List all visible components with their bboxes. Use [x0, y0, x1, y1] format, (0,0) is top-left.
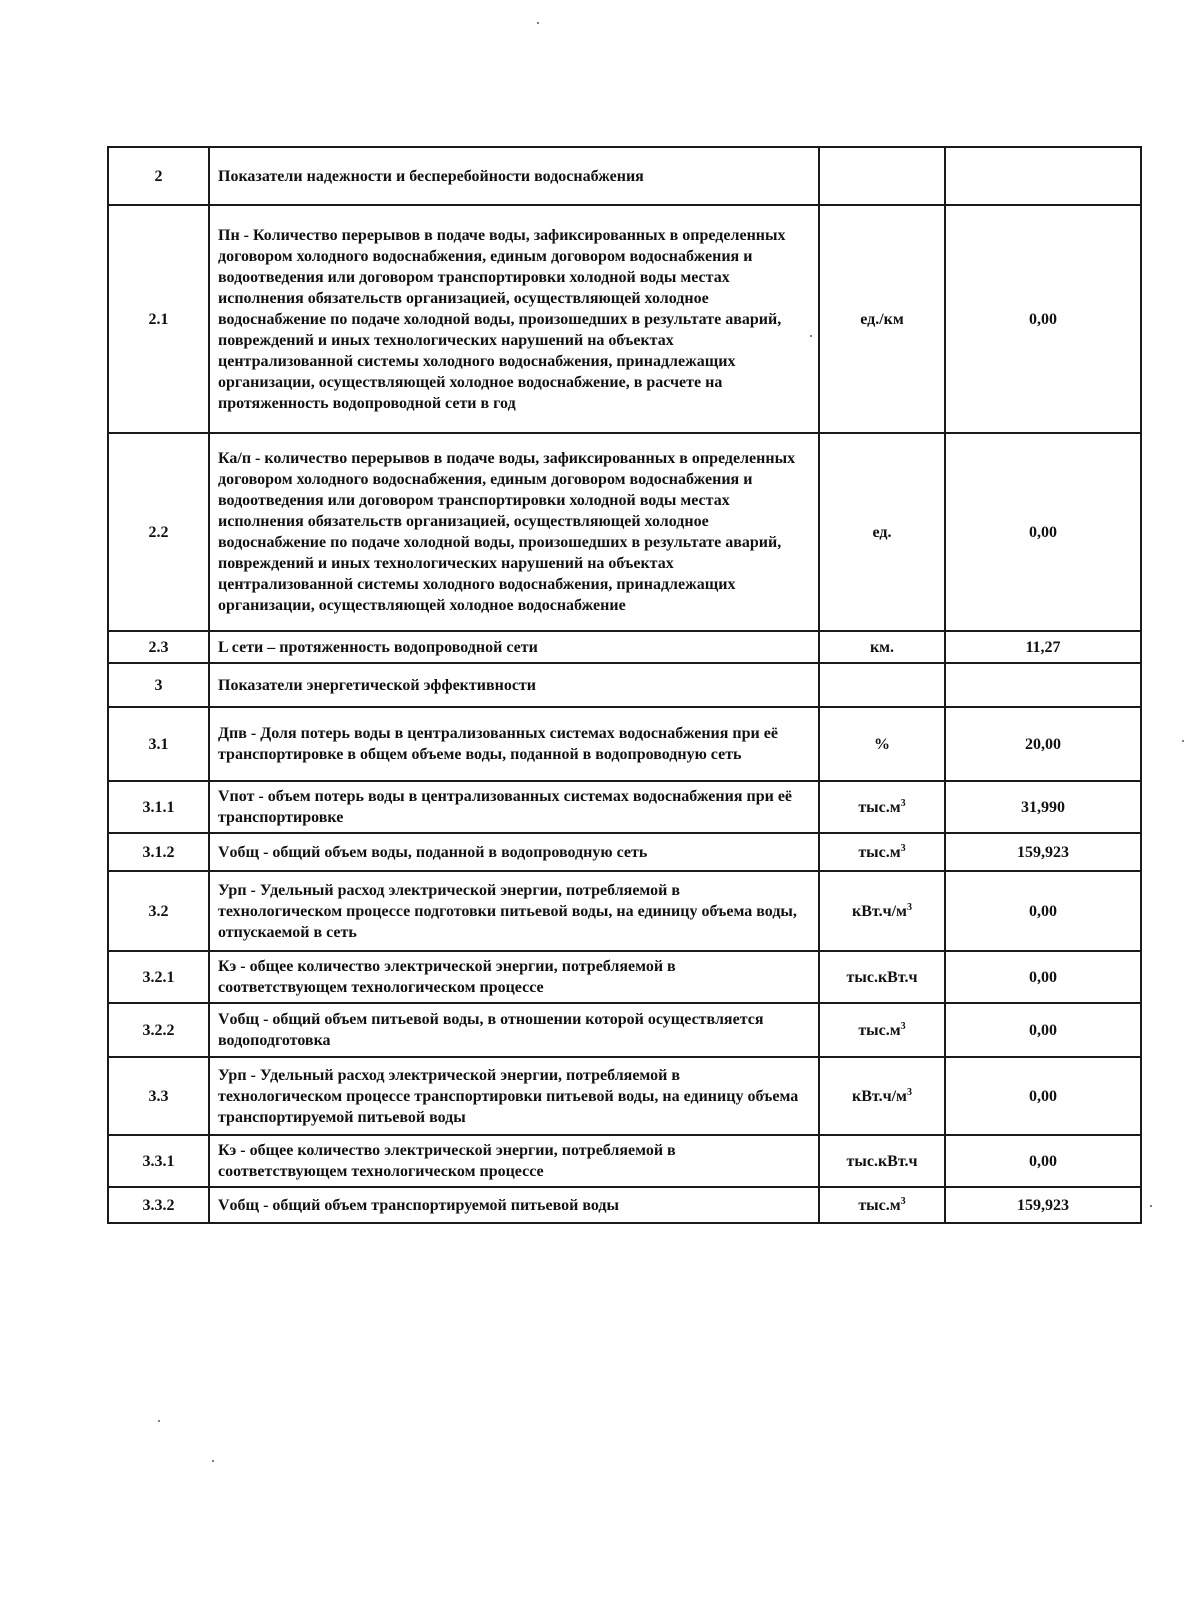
indicator-value: 0,00 — [945, 433, 1141, 631]
table-row — [108, 1003, 1141, 1057]
table-row — [108, 1057, 1141, 1135]
scan-speck — [1182, 740, 1184, 742]
unit-superscript: 3 — [900, 842, 906, 854]
unit-cell — [819, 833, 945, 871]
unit-text: кВт.ч/м — [852, 1087, 907, 1105]
row-number: 3.1 — [108, 707, 209, 781]
unit-cell — [819, 147, 945, 205]
indicator-description: L сети – протяженность водопроводной сети — [209, 631, 819, 663]
indicator-description: Vобщ - общий объем воды, поданной в водопроводную сеть — [209, 833, 819, 871]
unit-superscript: 3 — [900, 797, 906, 809]
indicator-description: Показатели энергетической эффективности — [209, 663, 819, 707]
scan-speck — [212, 1460, 214, 1462]
indicator-value: 20,00 — [945, 707, 1141, 781]
indicator-value: 0,00 — [945, 205, 1141, 433]
row-number: 3.3 — [108, 1057, 209, 1135]
table-row — [108, 833, 1141, 871]
unit-superscript: 3 — [900, 1195, 906, 1207]
scan-speck — [1150, 1205, 1152, 1207]
unit-cell — [819, 433, 945, 631]
row-number: 3.1.1 — [108, 781, 209, 833]
scan-speck — [158, 1420, 160, 1422]
indicator-description: Урп - Удельный расход электрической энергии, потребляемой в технологическом процессе транспортировки питьевой воды, на единицу объема транспортируемой питьевой воды — [209, 1057, 819, 1135]
indicator-value: 0,00 — [945, 871, 1141, 951]
row-number: 3.2.1 — [108, 951, 209, 1003]
indicators-table — [107, 146, 1142, 1224]
table-row — [108, 205, 1141, 433]
table-row — [108, 707, 1141, 781]
row-number: 3.1.2 — [108, 833, 209, 871]
unit-cell — [819, 1057, 945, 1135]
indicator-description: Vобщ - общий объем транспортируемой питьевой воды — [209, 1187, 819, 1223]
unit-cell — [819, 1003, 945, 1057]
row-number: 3.3.1 — [108, 1135, 209, 1187]
unit-cell — [819, 707, 945, 781]
indicator-value: 159,923 — [945, 1187, 1141, 1223]
indicator-value: 0,00 — [945, 1003, 1141, 1057]
row-number: 3.2 — [108, 871, 209, 951]
unit-text: км. — [869, 638, 895, 656]
unit-text: тыс.кВт.ч — [846, 968, 918, 986]
unit-cell — [819, 205, 945, 433]
scan-speck — [810, 335, 812, 337]
row-number: 2.1 — [108, 205, 209, 433]
unit-superscript: 3 — [900, 1020, 906, 1032]
unit-cell — [819, 1187, 945, 1223]
unit-text: ед./км — [860, 310, 904, 328]
unit-text: тыс.кВт.ч — [846, 1152, 918, 1170]
table-row — [108, 951, 1141, 1003]
scan-speck — [537, 22, 539, 24]
indicators-table-body — [108, 147, 1141, 1223]
indicator-description: Кэ - общее количество электрической энергии, потребляемой в соответствующем технологическом процессе — [209, 1135, 819, 1187]
indicator-value: 31,990 — [945, 781, 1141, 833]
table-row — [108, 433, 1141, 631]
table-row — [108, 663, 1141, 707]
indicator-value: 0,00 — [945, 1057, 1141, 1135]
row-number: 3 — [108, 663, 209, 707]
indicator-value: 0,00 — [945, 951, 1141, 1003]
indicator-description: Урп - Удельный расход электрической энергии, потребляемой в технологическом процессе подготовки питьевой воды, на единицу объема воды, отпускаемой в сеть — [209, 871, 819, 951]
indicator-description: Кэ - общее количество электрической энергии, потребляемой в соответствующем технологическом процессе — [209, 951, 819, 1003]
unit-text: тыс.м — [858, 798, 901, 816]
unit-cell — [819, 631, 945, 663]
unit-cell — [819, 1135, 945, 1187]
table-row — [108, 1187, 1141, 1223]
unit-superscript: 3 — [906, 1086, 912, 1098]
row-number: 3.3.2 — [108, 1187, 209, 1223]
indicator-value — [945, 147, 1141, 205]
unit-text: тыс.м — [858, 843, 901, 861]
unit-cell — [819, 663, 945, 707]
indicator-description: Vпот - объем потерь воды в централизованных системах водоснабжения при её транспортировке — [209, 781, 819, 833]
unit-superscript: 3 — [906, 901, 912, 913]
row-number: 3.2.2 — [108, 1003, 209, 1057]
indicator-description: Пн - Количество перерывов в подаче воды, зафиксированных в определенных договором холодного водоснабжения, единым договором водоснабжения и водоотведения или договором транспортировки холодной воды местах исполнения обязательств организацией, осуществляющей холодное водоснабжение по подаче холодной воды, произошедших в результате аварий, повреждений и иных технологических нарушений на объектах централизованной системы холодного водоснабжения, принадлежащих организации, осуществляющей холодное водоснабжение, в расчете на протяженность водопроводной сети в год — [209, 205, 819, 433]
indicator-description: Vобщ - общий объем питьевой воды, в отношении которой осуществляется водоподготовка — [209, 1003, 819, 1057]
unit-text: кВт.ч/м — [852, 902, 907, 920]
row-number: 2 — [108, 147, 209, 205]
indicator-value: 0,00 — [945, 1135, 1141, 1187]
table-row — [108, 781, 1141, 833]
unit-cell — [819, 781, 945, 833]
unit-text: ед. — [872, 523, 892, 541]
row-number: 2.2 — [108, 433, 209, 631]
indicator-value — [945, 663, 1141, 707]
indicator-value: 159,923 — [945, 833, 1141, 871]
unit-text: тыс.м — [858, 1196, 901, 1214]
table-row — [108, 631, 1141, 663]
indicator-description: Дпв - Доля потерь воды в централизованных системах водоснабжения при её транспортировке в общем объеме воды, поданной в водопроводную сеть — [209, 707, 819, 781]
unit-text: тыс.м — [858, 1021, 901, 1039]
unit-cell — [819, 871, 945, 951]
indicator-value: 11,27 — [945, 631, 1141, 663]
table-row — [108, 1135, 1141, 1187]
indicator-description: Показатели надежности и бесперебойности водоснабжения — [209, 147, 819, 205]
table-row — [108, 871, 1141, 951]
unit-cell — [819, 951, 945, 1003]
table-row — [108, 147, 1141, 205]
unit-text: % — [874, 735, 890, 753]
row-number: 2.3 — [108, 631, 209, 663]
indicator-description: Ка/п - количество перерывов в подаче воды, зафиксированных в определенных договором холодного водоснабжения, единым договором водоснабжения и водоотведения или договором транспортировки холодной воды местах исполнения обязательств организацией, осуществляющей холодное водоснабжение по подаче холодной воды, произошедших в результате аварий, повреждений и иных технологических нарушений на объектах централизованной системы холодного водоснабжения, принадлежащих организации, осуществляющей холодное водоснабжение — [209, 433, 819, 631]
